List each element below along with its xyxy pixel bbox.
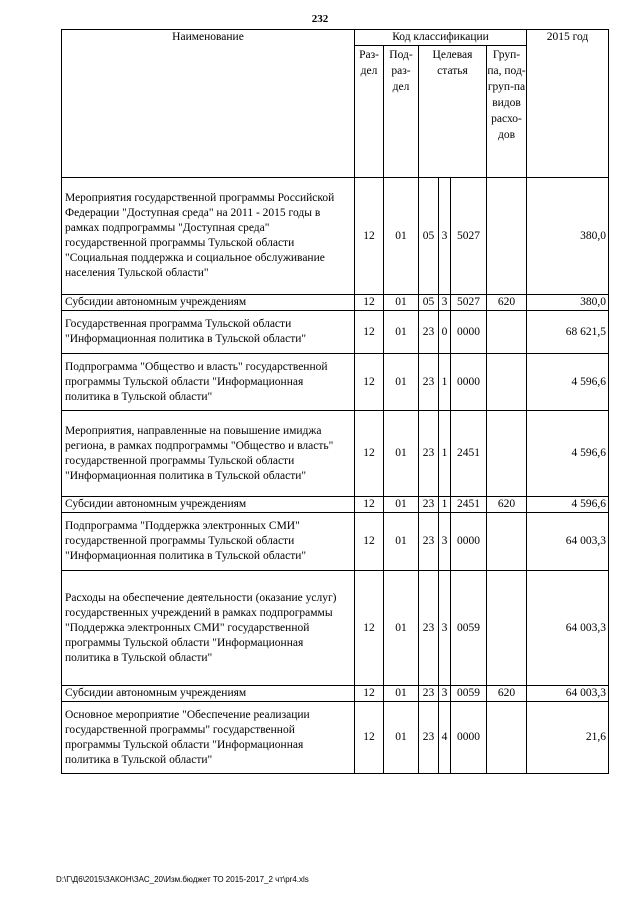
cell-razdel: 12 [355,411,384,497]
cell-cs1: 05 [419,178,439,295]
cell-razdel: 12 [355,571,384,686]
cell-podrazdel: 01 [384,178,419,295]
cell-razdel: 12 [355,686,384,702]
cell-cs1: 23 [419,497,439,513]
cell-razdel: 12 [355,497,384,513]
cell-cs3: 5027 [451,178,487,295]
cell-cs2: 1 [439,354,451,411]
cell-cs2: 3 [439,178,451,295]
cell-podrazdel: 01 [384,411,419,497]
cell-podrazdel: 01 [384,702,419,774]
file-path-footer: D:\Г\Д6\2015\ЗАКОН\ЗАС_20\Изм.бюджет ТО 2015-2017_2 чт\pr4.xls [56,875,309,884]
cell-name: Субсидии автономным учреждениям [62,295,355,311]
cell-podrazdel: 01 [384,571,419,686]
budget-table [61,29,609,774]
cell-name: Субсидии автономным учреждениям [62,497,355,513]
cell-amount: 21,6 [527,702,609,774]
cell-cs1: 23 [419,686,439,702]
cell-cs3: 0059 [451,686,487,702]
cell-cs2: 1 [439,411,451,497]
cell-cs3: 5027 [451,295,487,311]
table-row [62,295,609,311]
cell-amount: 4 596,6 [527,497,609,513]
cell-name: Субсидии автономным учреждениям [62,686,355,702]
cell-cs2: 3 [439,686,451,702]
cell-razdel: 12 [355,295,384,311]
page-number: 232 [311,13,329,25]
cell-vid [487,513,527,571]
header-target-article: Целевая статья [419,46,487,178]
cell-cs2: 0 [439,311,451,354]
cell-cs1: 23 [419,702,439,774]
cell-razdel: 12 [355,311,384,354]
cell-cs3: 0000 [451,354,487,411]
cell-name: Подпрограмма "Общество и власть" государственной программы Тульской области "Информационная политика в Тульской области" [62,354,355,411]
cell-name: Расходы на обеспечение деятельности (оказание услуг) государственных учреждений в рамках подпрограммы "Поддержка электронных СМИ" государственной программы Тульской области "Информационная политика в Тульской области" [62,571,355,686]
cell-vid: 620 [487,295,527,311]
table-row [62,686,609,702]
cell-amount: 64 003,3 [527,571,609,686]
cell-podrazdel: 01 [384,354,419,411]
cell-cs1: 23 [419,311,439,354]
cell-name: Подпрограмма "Поддержка электронных СМИ" государственной программы Тульской области "Информационная политика в Тульской области" [62,513,355,571]
header-expense-group: Груп-па, под-груп-па видов расхо-дов [487,46,527,178]
table-row [62,178,609,295]
table-row [62,311,609,354]
cell-name: Мероприятия государственной программы Российской Федерации "Доступная среда" на 2011 - 2015 годы в рамках подпрограммы "Доступная среда" государственной программы Тульской области "Социальная поддержка и социальное обслуживание населения Тульской области" [62,178,355,295]
table-row [62,513,609,571]
table-row [62,411,609,497]
cell-name: Государственная программа Тульской области "Информационная политика в Тульской области" [62,311,355,354]
cell-amount: 4 596,6 [527,354,609,411]
cell-podrazdel: 01 [384,497,419,513]
header-year: 2015 год [527,30,609,178]
cell-podrazdel: 01 [384,686,419,702]
table-row [62,702,609,774]
cell-razdel: 12 [355,178,384,295]
header-classification: Код классификации [355,30,527,46]
cell-cs1: 05 [419,295,439,311]
header-subsection: Под-раз-дел [384,46,419,178]
cell-razdel: 12 [355,702,384,774]
cell-podrazdel: 01 [384,311,419,354]
cell-cs1: 23 [419,571,439,686]
cell-amount: 68 621,5 [527,311,609,354]
cell-amount: 380,0 [527,295,609,311]
cell-cs1: 23 [419,354,439,411]
cell-vid [487,178,527,295]
cell-razdel: 12 [355,513,384,571]
cell-cs1: 23 [419,411,439,497]
cell-cs2: 3 [439,571,451,686]
cell-name: Основное мероприятие "Обеспечение реализации государственной программы" государственной программы Тульской области "Информационная политика в Тульской области" [62,702,355,774]
cell-vid: 620 [487,686,527,702]
cell-vid: 620 [487,497,527,513]
header-name: Наименование [62,30,355,178]
cell-podrazdel: 01 [384,513,419,571]
cell-cs3: 0000 [451,702,487,774]
cell-cs3: 2451 [451,497,487,513]
cell-vid [487,571,527,686]
cell-cs3: 0000 [451,513,487,571]
cell-cs3: 2451 [451,411,487,497]
cell-amount: 4 596,6 [527,411,609,497]
cell-amount: 64 003,3 [527,513,609,571]
cell-vid [487,354,527,411]
table-row [62,497,609,513]
cell-vid [487,702,527,774]
table-row [62,354,609,411]
cell-vid [487,311,527,354]
cell-cs2: 3 [439,295,451,311]
table-row [62,571,609,686]
cell-podrazdel: 01 [384,295,419,311]
cell-amount: 64 003,3 [527,686,609,702]
cell-cs2: 1 [439,497,451,513]
cell-amount: 380,0 [527,178,609,295]
cell-cs3: 0000 [451,311,487,354]
cell-cs2: 3 [439,513,451,571]
header-section: Раз-дел [355,46,384,178]
cell-vid [487,411,527,497]
cell-cs1: 23 [419,513,439,571]
cell-cs3: 0059 [451,571,487,686]
cell-name: Мероприятия, направленные на повышение имиджа региона, в рамках подпрограммы "Общество и власть" государственной программы Тульской области "Информационная политика в Тульской области" [62,411,355,497]
cell-cs2: 4 [439,702,451,774]
cell-razdel: 12 [355,354,384,411]
